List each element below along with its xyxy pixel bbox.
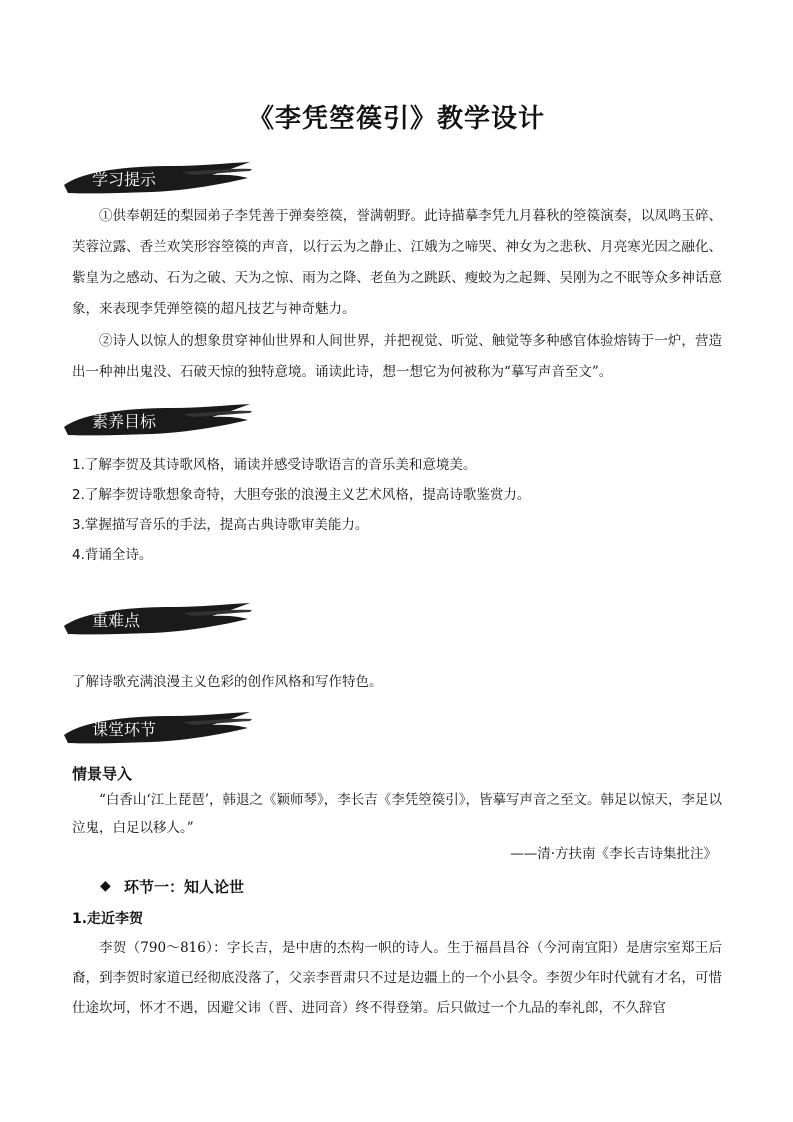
section-banner-class bbox=[62, 710, 252, 748]
list-item: 1.了解李贺及其诗歌风格，诵读并感受诗歌语言的音乐美和意境美。 bbox=[72, 457, 477, 473]
section-banner-key-points bbox=[62, 601, 252, 639]
tips-paragraph-1: ①供奉朝廷的梨园弟子李凭善于弹奏箜篌，誉满朝野。此诗描摹李凭九月暮秋的箜篌演奏，以凤鸣玉碎、芙蓉泣露、香兰欢笑形容箜篌的声音，以行云为之静止、江娥为之啼哭、神女为之悲秋、月亮寒光因之融化、紫皇为之感动、石为之破、天为之惊、雨为之降、老鱼为之跳跃、瘦蛟为之起舞、吴刚为之不眠等众多神话意象，来表现李凭弹箜篌的超凡技艺与神奇魅力。 bbox=[72, 208, 722, 317]
quote-source: ——清·方扶南《李长吉诗集批注》 bbox=[510, 846, 717, 862]
section-label: 重难点 bbox=[92, 611, 141, 630]
section-label: 学习提示 bbox=[92, 170, 157, 189]
intro-heading: 情景导入 bbox=[72, 765, 133, 783]
section-label: 课堂环节 bbox=[92, 720, 157, 739]
link1-heading: 环节一：知人论世 bbox=[124, 878, 245, 896]
bio-paragraph: 李贺（790～816）：字长吉，是中唐的杰构一帜的诗人。生于福昌昌谷（今河南宜阳）是唐宗室郑王后裔，到李贺时家道已经彻底没落了，父亲李晋肃只不过是边疆上的一个小县令。李贺少年时代就有才名，可惜仕途坎坷，怀才不遇，因避父讳（晋、进同音）终不得登第。后只做过一个九品的奉礼郎，不久辞官 bbox=[72, 940, 722, 1016]
brush-stroke-icon bbox=[62, 710, 252, 748]
section-label: 素养目标 bbox=[92, 412, 157, 431]
brush-stroke-icon bbox=[62, 402, 252, 440]
objectives-list bbox=[72, 450, 722, 570]
brush-stroke-icon bbox=[62, 601, 252, 639]
tips-paragraph-2: ②诗人以惊人的想象贯穿神仙世界和人间世界，并把视觉、听觉、触觉等多种感官体验熔铸于一炉，营造出一种神出鬼没、石破天惊的独特意境。诵读此诗，想一想它为何被称为“摹写声音至文”。 bbox=[72, 333, 722, 380]
intro-quote: “白香山‘江上琵琶’，韩退之《颖师琴》，李长吉《李凭箜篌引》，皆摹写声音之至文。韩足以惊天，李足以泣鬼，白足以移人。” bbox=[72, 792, 722, 836]
list-item: 3.掌握描写音乐的手法，提高古典诗歌审美能力。 bbox=[72, 517, 369, 533]
sub1-heading: 1.走近李贺 bbox=[72, 911, 144, 927]
section-banner-tips bbox=[62, 160, 252, 198]
diamond-bullet-icon: ◆ bbox=[100, 878, 111, 894]
brush-stroke-icon bbox=[62, 160, 252, 198]
page-title: 《李凭箜篌引》教学设计 bbox=[247, 104, 545, 134]
section-banner-objectives bbox=[62, 402, 252, 440]
key-points-text: 了解诗歌充满浪漫主义色彩的创作风格和写作特色。 bbox=[72, 674, 383, 690]
list-item: 2.了解李贺诗歌想象奇特，大胆夸张的浪漫主义艺术风格，提高诗歌鉴赏力。 bbox=[72, 487, 531, 503]
list-item: 4.背诵全诗。 bbox=[72, 547, 153, 563]
